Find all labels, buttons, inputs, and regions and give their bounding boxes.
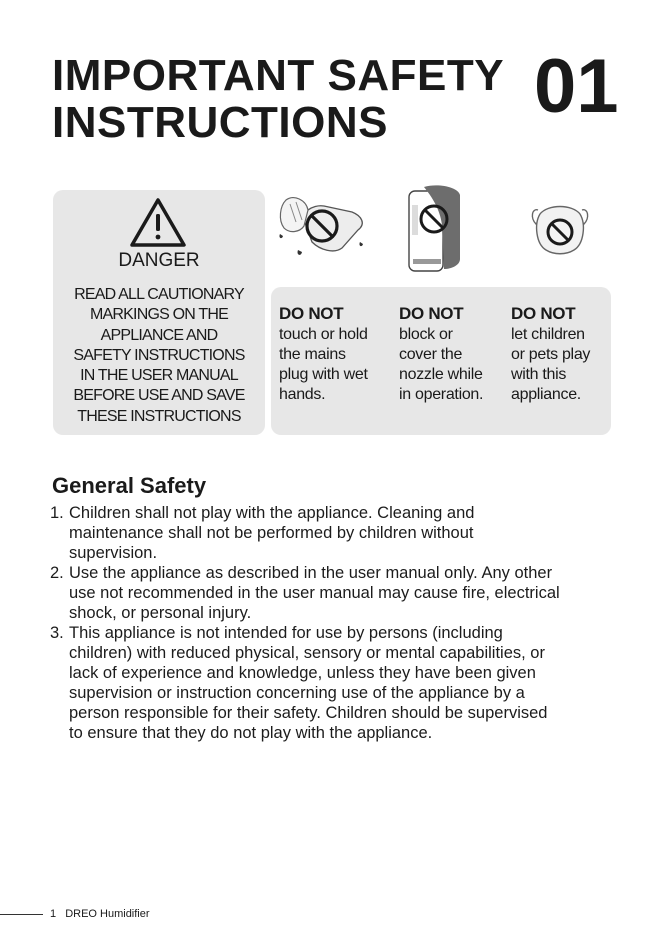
page-footer: [50, 908, 150, 920]
item-text-line: maintenance shall not be performed by children without: [69, 524, 474, 542]
safety-item: [50, 503, 560, 563]
danger-label: DANGER: [118, 250, 200, 271]
danger-text: [53, 285, 265, 427]
item-number: 1.: [50, 504, 64, 522]
prohibition-wet-hands: [279, 304, 368, 405]
safety-item: [50, 563, 560, 623]
prohibition-text-line: or pets play: [511, 346, 591, 363]
danger-text-line: BEFORE USE AND SAVE: [73, 387, 245, 405]
item-text-line: person responsible for their safety. Children should be supervised: [69, 704, 548, 722]
safety-list: [50, 503, 560, 743]
footer-rule: [0, 914, 43, 915]
prohibition-text-line: let children: [511, 326, 585, 343]
page-title-line-2: INSTRUCTIONS: [52, 98, 388, 147]
section-title-general-safety: General Safety: [52, 473, 207, 498]
item-text-line: Children shall not play with the appliance. Cleaning and: [69, 504, 475, 522]
chapter-number: 01: [534, 44, 619, 129]
prohibition-text-line: appliance.: [511, 386, 581, 403]
danger-text-line: READ ALL CAUTIONARY: [74, 286, 244, 303]
item-text-line: use not recommended in the user manual may cause fire, electrical: [69, 584, 560, 602]
prohibition-heading: DO NOT: [399, 304, 464, 323]
prohibition-text-line: with this: [511, 366, 567, 383]
danger-text-line: THESE INSTRUCTIONS: [77, 407, 241, 425]
footer-product-name: DREO Humidifier: [65, 908, 150, 920]
prohibition-cover-nozzle: [399, 304, 483, 405]
prohibition-heading: DO NOT: [511, 304, 576, 323]
prohibitions-panel: [271, 287, 611, 435]
page-title-line-1: IMPORTANT SAFETY: [52, 51, 505, 100]
danger-text-line: MARKINGS ON THE: [90, 306, 228, 324]
safety-item: [50, 623, 560, 743]
no-wet-hands-plug-icon: [272, 190, 372, 262]
item-text-line: children) with reduced physical, sensory or mental capabilities, or: [69, 644, 545, 662]
page-title: [52, 52, 504, 146]
prohibition-heading: DO NOT: [279, 304, 344, 323]
danger-panel: [53, 190, 265, 435]
no-children-pets-icon: [528, 202, 592, 258]
warning-triangle-icon: [129, 197, 187, 249]
danger-text-line: APPLIANCE AND: [100, 326, 218, 344]
item-number: 2.: [50, 564, 64, 582]
prohibition-text-line: touch or hold: [279, 326, 368, 343]
prohibition-text-line: nozzle while: [399, 366, 483, 383]
prohibition-text-line: the mains: [279, 346, 346, 363]
prohibition-text-line: cover the: [399, 346, 463, 363]
item-text-line: lack of experience and knowledge, unless they have been given: [69, 664, 536, 682]
item-number: 3.: [50, 624, 64, 642]
danger-text-line: SAFETY INSTRUCTIONS: [73, 346, 245, 364]
prohibition-text-line: plug with wet: [279, 366, 368, 383]
item-text-line: Use the appliance as described in the user manual only. Any other: [69, 564, 553, 582]
item-text-line: This appliance is not intended for use by persons (including: [69, 624, 503, 642]
no-cover-nozzle-icon: [404, 185, 464, 275]
item-text-line: supervision or instruction concerning use of the appliance by a: [69, 684, 525, 702]
page-number: 1: [50, 908, 57, 920]
prohibition-text-line: in operation.: [399, 386, 484, 403]
prohibition-children-pets: [511, 304, 590, 405]
prohibition-text-line: hands.: [279, 386, 326, 403]
item-text-line: to ensure that they do not play with the appliance.: [69, 724, 433, 742]
prohibition-text-line: block or: [399, 326, 453, 343]
item-text-line: shock, or personal injury.: [69, 604, 252, 622]
item-text-line: supervision.: [69, 544, 158, 562]
danger-text-line: IN THE USER MANUAL: [80, 367, 238, 385]
